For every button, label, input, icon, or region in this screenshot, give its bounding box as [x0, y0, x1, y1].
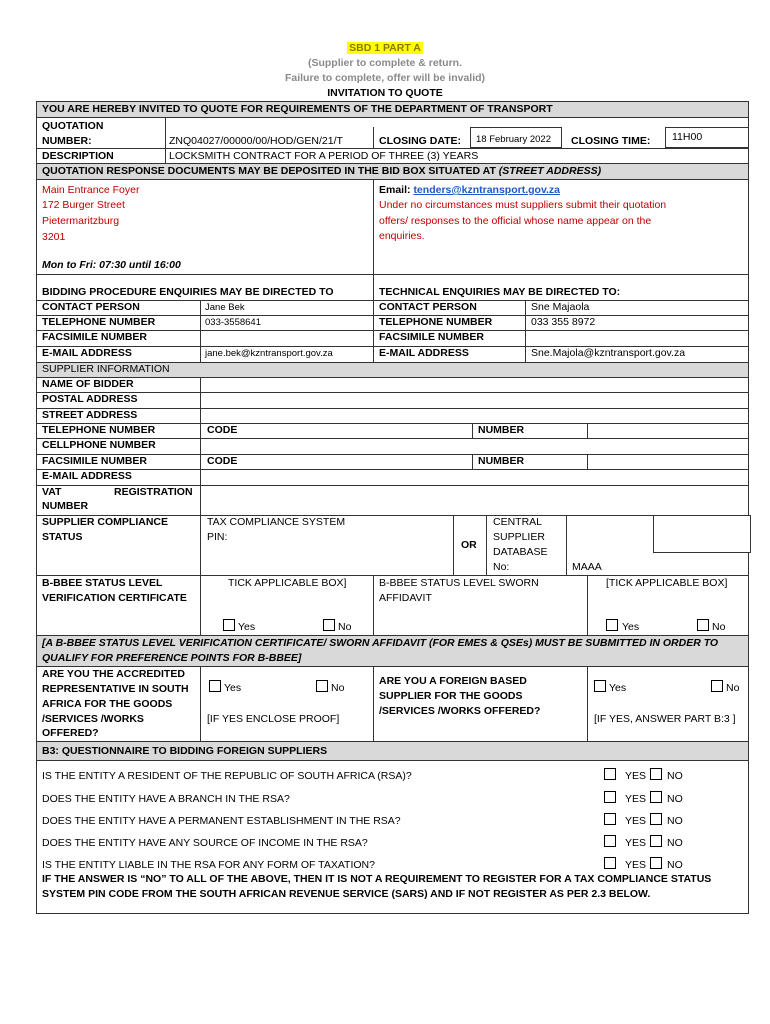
address-line-3: Pietermaritzburg	[42, 215, 120, 227]
bid-fax-label: FACSIMILE NUMBER	[42, 331, 147, 343]
tech-contact-value[interactable]: Sne Majaola	[531, 301, 590, 313]
bid-contact-value[interactable]: Jane Bek	[205, 302, 245, 313]
invite-banner-text: YOU ARE HEREBY INVITED TO QUOTE FOR REQUIREMENTS OF THE DEPARTMENT OF TRANSPORT	[42, 103, 553, 115]
bidding-enquiries-title: BIDDING PROCEDURE ENQUIRIES MAY BE DIRECTED TO	[42, 286, 334, 298]
affidavit-no-label: No	[712, 621, 726, 633]
form-title: INVITATION TO QUOTE	[327, 87, 443, 99]
supplier-email-label: E-MAIL ADDRESS	[42, 470, 132, 482]
b3-question-2: DOES THE ENTITY HAVE A BRANCH IN THE RSA?	[42, 793, 290, 805]
notice-line-1: Under no circumstances must suppliers submit their quotation	[379, 199, 667, 211]
maaa-prefix: MAAA	[572, 561, 602, 573]
bbbee-affidavit-label-2: AFFIDAVIT	[379, 592, 432, 604]
postal-address-label: POSTAL ADDRESS	[42, 393, 138, 405]
bid-telephone-label: TELEPHONE NUMBER	[42, 316, 156, 328]
foreign-question-1: ARE YOU A FOREIGN BASED	[379, 675, 527, 687]
b3-question-3: DOES THE ENTITY HAVE A PERMANENT ESTABLISHMENT IN THE RSA?	[42, 815, 401, 827]
b3-q2-yes-checkbox[interactable]	[604, 791, 616, 803]
b3-question-5: IS THE ENTITY LIABLE IN THE RSA FOR ANY FORM OF TAXATION?	[42, 859, 375, 871]
cellphone-label: CELLPHONE NUMBER	[42, 439, 156, 451]
b3-q5-no-checkbox[interactable]	[650, 857, 662, 869]
csd-label-4: No:	[493, 561, 510, 573]
tcs-pin-label-2: PIN:	[207, 531, 228, 543]
office-hours: Mon to Fri: 07:30 until 16:00	[42, 259, 181, 271]
tech-email-value[interactable]: Sne.Majola@kzntransport.gov.za	[531, 347, 686, 359]
bid-telephone-value[interactable]: 033-3558641	[205, 317, 261, 328]
technical-enquiries-title: TECHNICAL ENQUIRIES MAY BE DIRECTED TO:	[379, 286, 621, 298]
b3-q4-yes-label: YES	[625, 837, 647, 849]
cert-no-label: No	[338, 621, 352, 633]
closing-date[interactable]: 18 February 2022	[476, 134, 551, 145]
bbbee-notice-2: QUALIFY FOR PREFERENCE POINTS FOR B-BBEE]	[42, 652, 302, 664]
cert-yes-checkbox[interactable]	[223, 619, 235, 631]
affidavit-yes-label: Yes	[622, 621, 640, 633]
b3-q1-no-checkbox[interactable]	[650, 768, 662, 780]
rep-note: [IF YES ENCLOSE PROOF]	[207, 713, 340, 725]
rep-yes-label: Yes	[224, 682, 242, 694]
b3-q4-no-label: NO	[667, 837, 683, 849]
cert-yes-label: Yes	[238, 621, 256, 633]
foreign-no-checkbox[interactable]	[711, 680, 723, 692]
b3-q3-yes-checkbox[interactable]	[604, 813, 616, 825]
tech-telephone-value[interactable]: 033 355 8972	[531, 316, 596, 328]
foreign-yes-label: Yes	[609, 682, 627, 694]
b3-q5-yes-label: YES	[625, 859, 647, 871]
foreign-yes-checkbox[interactable]	[594, 680, 606, 692]
supplier-fax-label: FACSIMILE NUMBER	[42, 455, 147, 467]
rep-question-2: REPRESENTATIVE IN SOUTH	[42, 683, 189, 695]
affidavit-no-checkbox[interactable]	[697, 619, 709, 631]
foreign-question-2: SUPPLIER FOR THE GOODS	[379, 690, 523, 702]
bid-email-label: E-MAIL ADDRESS	[42, 347, 132, 359]
supplier-telephone-label: TELEPHONE NUMBER	[42, 424, 156, 436]
bbbee-notice-1: [A B-BBEE STATUS LEVEL VERIFICATION CERTIFICATE/ SWORN AFFIDAVIT (FOR EMES & QSEs) MUST BE SUBMITTED IN ORDER TO	[42, 637, 719, 649]
form-subtitle-2: Failure to complete, offer will be invalid)	[284, 72, 486, 84]
tcs-pin-label-1: TAX COMPLIANCE SYSTEM	[207, 516, 346, 528]
bbbee-cert-label-2: VERIFICATION CERTIFICATE	[42, 592, 187, 604]
b3-q1-yes-label: YES	[625, 770, 647, 782]
b3-q2-no-checkbox[interactable]	[650, 791, 662, 803]
foreign-no-label: No	[726, 682, 740, 694]
csd-label-2: SUPPLIER	[493, 531, 545, 543]
b3-q3-yes-label: YES	[625, 815, 647, 827]
cert-no-checkbox[interactable]	[323, 619, 335, 631]
notice-line-2: offers/ responses to the official whose name appear on the	[379, 215, 652, 227]
rep-no-label: No	[331, 682, 345, 694]
description[interactable]: LOCKSMITH CONTRACT FOR A PERIOD OF THREE (3) YEARS	[169, 150, 479, 162]
b3-q1-no-label: NO	[667, 770, 683, 782]
fax-number-label: NUMBER	[478, 455, 525, 467]
form-subtitle-1: (Supplier to complete & return.	[307, 57, 462, 69]
vat-label-registration: REGISTRATION	[114, 486, 193, 498]
b3-q3-no-checkbox[interactable]	[650, 813, 662, 825]
rep-no-checkbox[interactable]	[316, 680, 328, 692]
rep-question-4: /SERVICES /WORKS	[42, 713, 144, 725]
description-label: DESCRIPTION	[42, 150, 114, 162]
tech-fax-label: FACSIMILE NUMBER	[379, 331, 484, 343]
csd-label-1: CENTRAL	[493, 516, 543, 528]
telephone-number-label: NUMBER	[478, 424, 525, 436]
vat-label-number: NUMBER	[42, 500, 89, 512]
b3-q2-no-label: NO	[667, 793, 683, 805]
address-line-2: 172 Burger Street	[42, 199, 125, 211]
bid-contact-label: CONTACT PERSON	[42, 301, 140, 313]
bbbee-cert-label-1: B-BBEE STATUS LEVEL	[42, 577, 163, 589]
vat-label-vat: VAT	[42, 486, 62, 498]
bbbee-tick-label-2: [TICK APPLICABLE BOX]	[606, 577, 728, 589]
deposit-email-line: Email: tenders@kzntransport.gov.za	[379, 184, 561, 196]
bidder-name-label: NAME OF BIDDER	[42, 378, 134, 390]
rep-question-5: OFFERED?	[42, 727, 99, 739]
closing-time[interactable]: 11H00	[672, 131, 703, 143]
deposit-email-link[interactable]: tenders@kzntransport.gov.za	[413, 184, 561, 196]
closing-date-label: CLOSING DATE:	[379, 135, 462, 147]
b3-footer-1: IF THE ANSWER IS “NO” TO ALL OF THE ABOVE, THEN IT IS NOT A REQUIREMENT TO REGISTER FOR A TAX COMPLIANCE STATUS	[42, 873, 712, 885]
b3-q5-no-label: NO	[667, 859, 683, 871]
b3-footer-2: SYSTEM PIN CODE FROM THE SOUTH AFRICAN REVENUE SERVICE (SARS) AND IF NOT REGISTER AS PER 2.3 BELOW.	[42, 888, 651, 900]
b3-question-4: DOES THE ENTITY HAVE ANY SOURCE OF INCOME IN THE RSA?	[42, 837, 368, 849]
rep-question-1: ARE YOU THE ACCREDITED	[42, 668, 185, 680]
fax-code-label: CODE	[207, 455, 238, 467]
bbbee-affidavit-label-1: B-BBEE STATUS LEVEL SWORN	[379, 577, 539, 589]
form-code: SBD 1 PART A	[349, 42, 421, 54]
b3-q4-yes-checkbox[interactable]	[604, 835, 616, 847]
notice-line-3: enquiries.	[379, 230, 425, 242]
foreign-note: [IF YES, ANSWER PART B:3 ]	[594, 713, 736, 725]
closing-time-label: CLOSING TIME:	[571, 135, 651, 147]
bbbee-tick-label-1: TICK APPLICABLE BOX]	[228, 577, 347, 589]
b3-question-1: IS THE ENTITY A RESIDENT OF THE REPUBLIC OF SOUTH AFRICA (RSA)?	[42, 770, 412, 782]
foreign-question-3: /SERVICES /WORKS OFFERED?	[379, 705, 541, 717]
or-label: OR	[461, 539, 477, 551]
rep-yes-checkbox[interactable]	[209, 680, 221, 692]
quotation-number[interactable]: ZNQ04027/00000/00/HOD/GEN/21/T	[169, 135, 343, 147]
tech-contact-label: CONTACT PERSON	[379, 301, 477, 313]
compliance-label-2: STATUS	[42, 531, 83, 543]
rep-question-3: AFRICA FOR THE GOODS	[42, 698, 173, 710]
deposit-banner-text: QUOTATION RESPONSE DOCUMENTS MAY BE DEPOSITED IN THE BID BOX SITUATED AT (STREET ADDRESS)	[42, 165, 602, 177]
bid-email-value[interactable]: jane.bek@kzntransport.gov.za	[205, 348, 333, 359]
b3-q5-yes-checkbox[interactable]	[604, 857, 616, 869]
tech-email-label: E-MAIL ADDRESS	[379, 347, 469, 359]
street-address-label: STREET ADDRESS	[42, 409, 138, 421]
telephone-code-label: CODE	[207, 424, 238, 436]
address-line-1: Main Entrance Foyer	[42, 184, 140, 196]
quotation-number-label-2: NUMBER:	[42, 135, 92, 147]
b3-q4-no-checkbox[interactable]	[650, 835, 662, 847]
csd-label-3: DATABASE	[493, 546, 548, 558]
address-line-4: 3201	[42, 231, 66, 243]
tech-telephone-label: TELEPHONE NUMBER	[379, 316, 493, 328]
quotation-number-label-1: QUOTATION	[42, 120, 104, 132]
affidavit-yes-checkbox[interactable]	[606, 619, 618, 631]
b3-q2-yes-label: YES	[625, 793, 647, 805]
b3-q1-yes-checkbox[interactable]	[604, 768, 616, 780]
compliance-label-1: SUPPLIER COMPLIANCE	[42, 516, 169, 528]
supplier-info-title: SUPPLIER INFORMATION	[42, 363, 170, 375]
b3-q3-no-label: NO	[667, 815, 683, 827]
csd-number-field[interactable]	[653, 515, 751, 553]
b3-title: B3: QUESTIONNAIRE TO BIDDING FOREIGN SUPPLIERS	[42, 745, 328, 757]
